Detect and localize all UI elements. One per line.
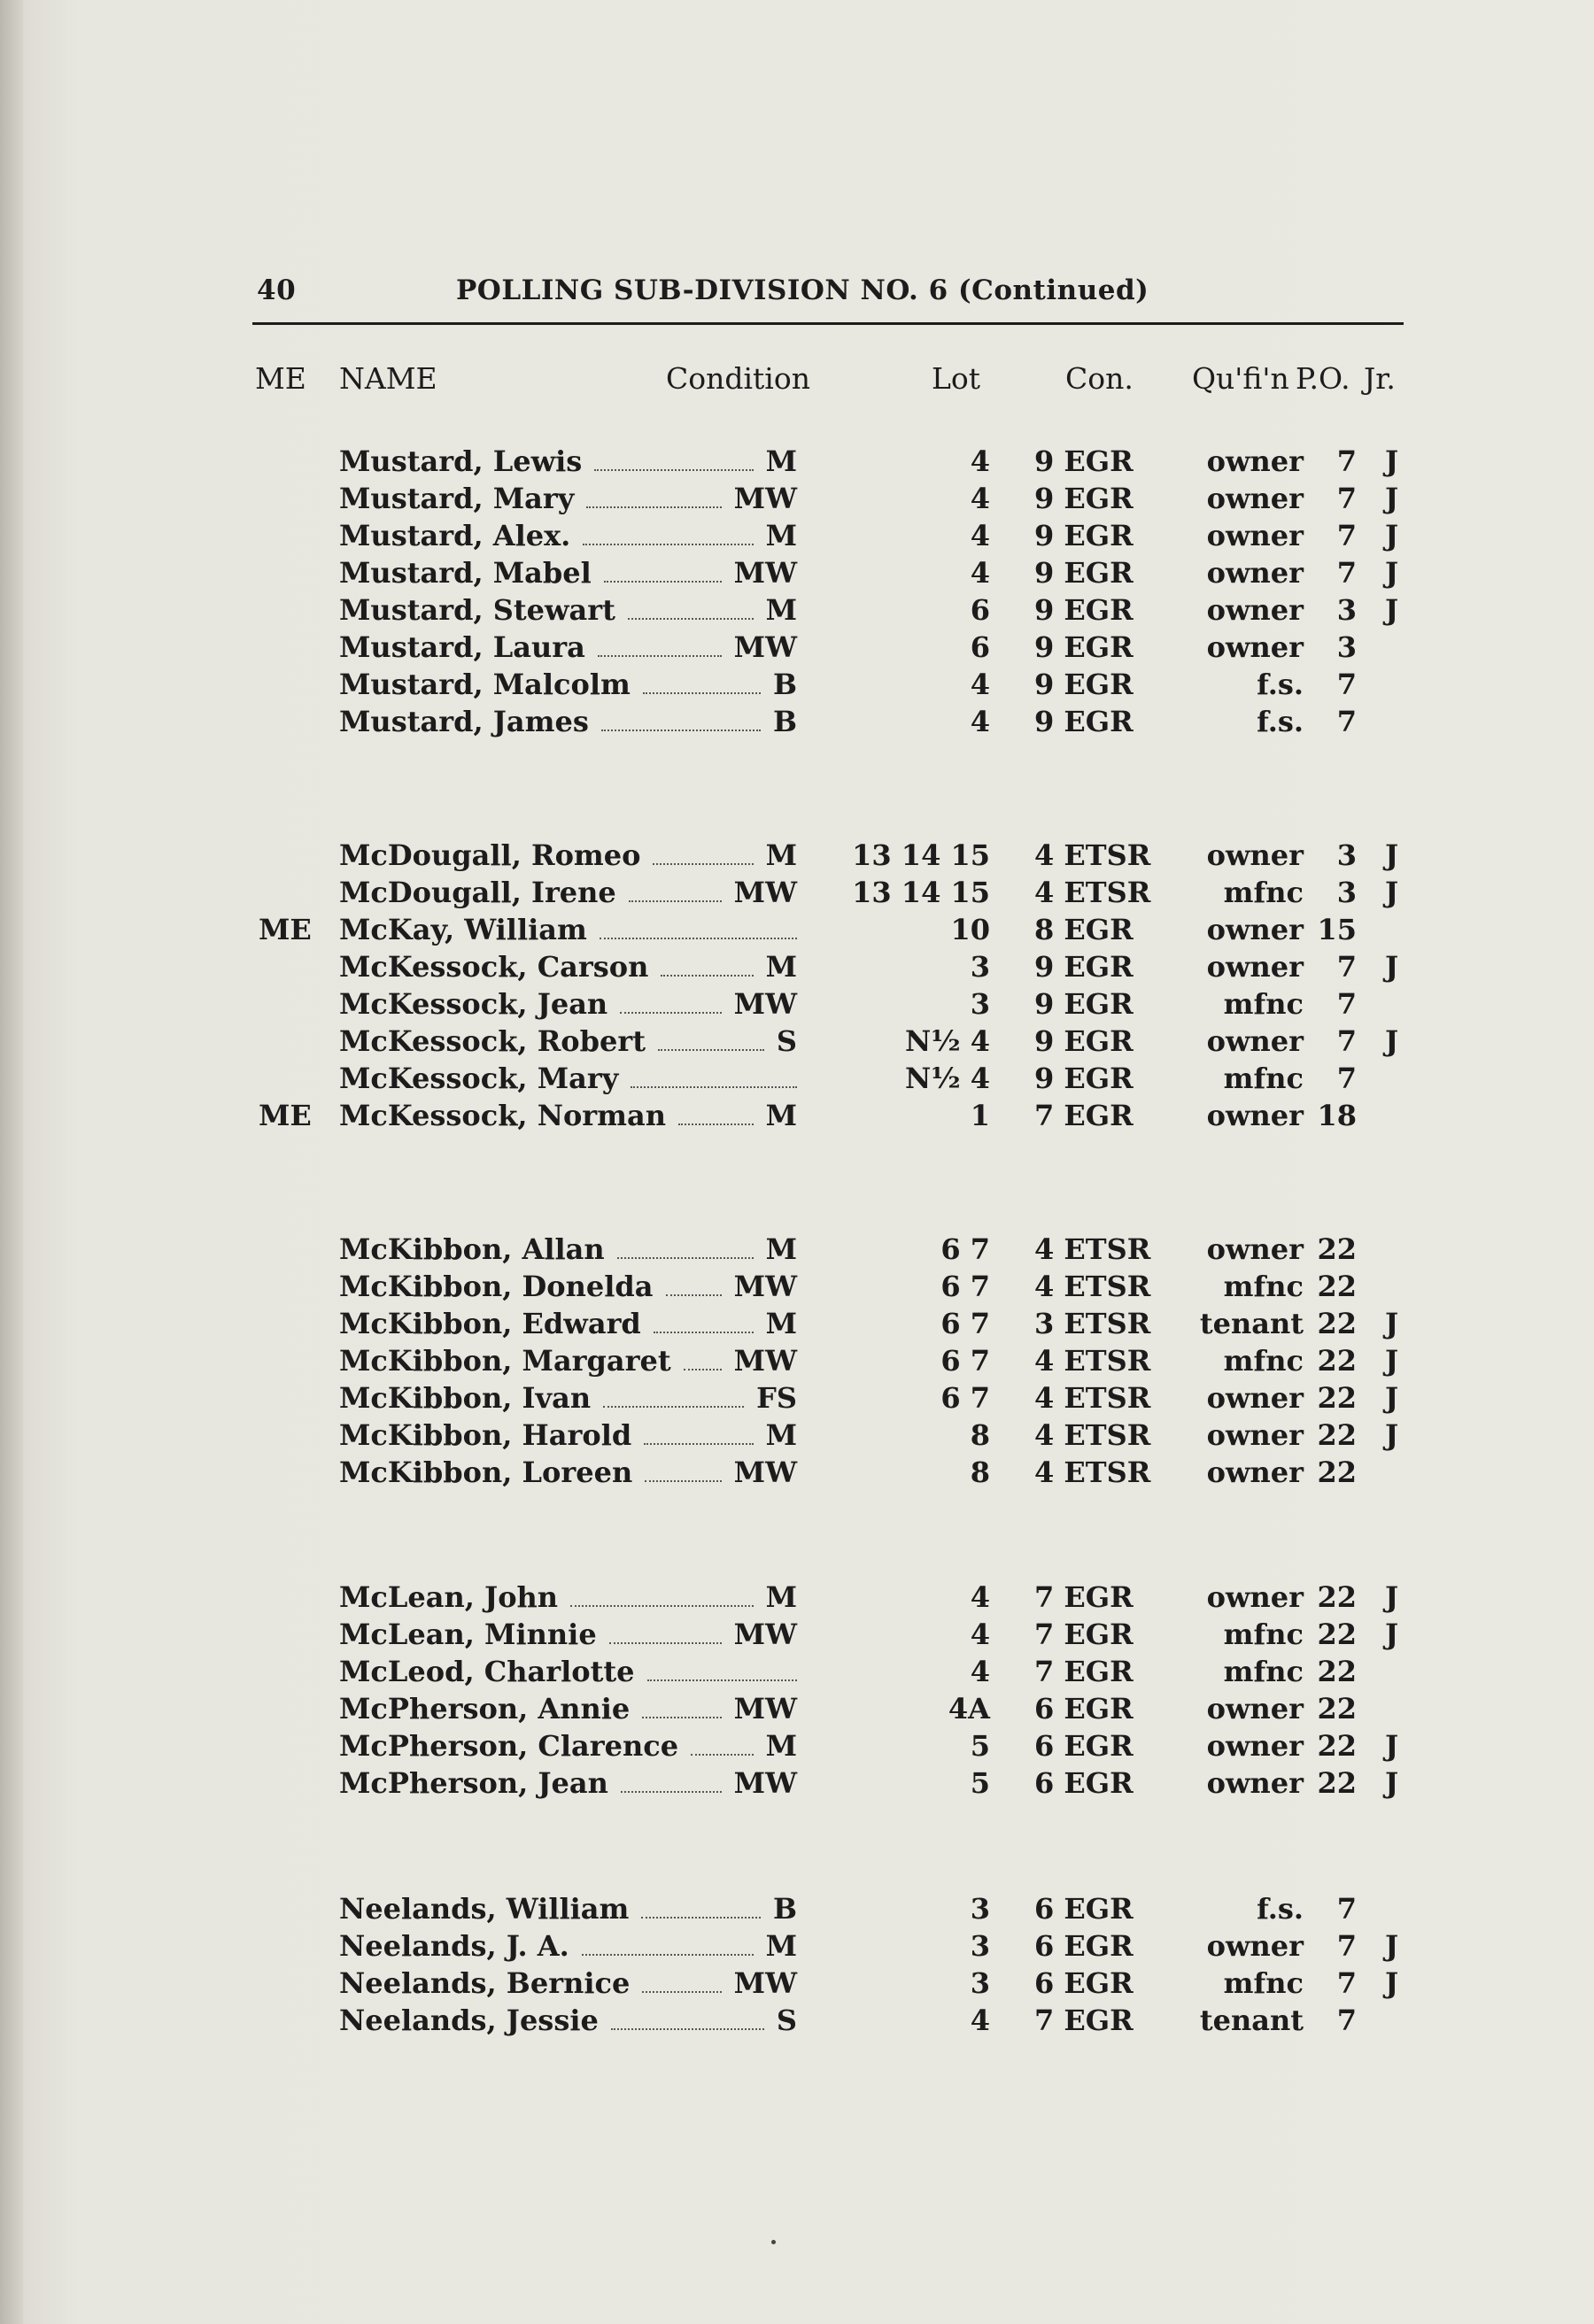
table-row [0,1231,1594,1268]
concession: 4 ETSR [1034,1381,1151,1415]
table-row [0,1268,1594,1305]
table-row [0,666,1594,703]
post-office: 22 [1317,1270,1357,1303]
table-row [0,1579,1594,1616]
post-office: 7 [1336,1929,1357,1963]
leader-dots [658,1047,764,1051]
leader-dots [598,653,722,657]
lot: 6 [970,593,990,627]
table-row [0,1690,1594,1727]
condition: MW [733,987,797,1021]
concession: 7 EGR [1034,1618,1134,1651]
lot: 13 14 15 [852,876,990,909]
voter-name: McKibbon, Harold [339,1418,632,1452]
condition: FS [756,1381,797,1415]
qualification: owner [1206,1766,1304,1800]
voter-name: Mustard, Alex. [339,519,571,552]
concession: 7 EGR [1034,1099,1134,1132]
qualification: tenant [1199,2004,1304,2037]
qualification: mfnc [1223,1618,1304,1651]
post-office: 18 [1317,1099,1357,1132]
lot: 4 [970,482,990,515]
post-office: 7 [1336,1062,1357,1095]
condition: M [765,1418,797,1452]
juror-mark: J [1385,1024,1399,1058]
column-header-me: ME [255,361,306,396]
lot: 6 7 [940,1344,990,1378]
concession: 8 EGR [1034,913,1134,946]
qualification: owner [1206,1418,1304,1452]
lot: 6 7 [940,1270,990,1303]
concession: 9 EGR [1034,593,1134,627]
condition: M [765,1307,797,1340]
concession: 6 EGR [1034,1766,1134,1800]
leader-dots [628,616,754,620]
concession: 9 EGR [1034,444,1134,478]
concession: 4 ETSR [1034,1232,1151,1266]
qualification: mfnc [1223,1270,1304,1303]
post-office: 3 [1336,630,1357,664]
leader-dots [643,691,761,694]
voter-name: Mustard, Stewart [339,593,615,627]
lot: 4 [970,1655,990,1688]
leader-dots [621,1789,722,1793]
concession: 7 EGR [1034,2004,1134,2037]
juror-mark: J [1385,1729,1399,1763]
condition: M [765,838,797,872]
leader-dots [644,1441,753,1445]
post-office: 22 [1317,1580,1357,1614]
leader-dots [594,467,753,471]
post-office: 22 [1317,1766,1357,1800]
post-office: 22 [1317,1344,1357,1378]
post-office: 22 [1317,1692,1357,1726]
voter-name: McKibbon, Edward [339,1307,641,1340]
post-office: 7 [1336,705,1357,738]
condition: B [772,668,797,701]
column-header-qualification: Qu'fi'n [1192,361,1289,396]
qualification: owner [1206,593,1304,627]
qualification: tenant [1199,1307,1304,1340]
leader-dots [684,1367,722,1370]
lot: 3 [970,1929,990,1963]
juror-mark: J [1385,1344,1399,1378]
post-office: 7 [1336,950,1357,984]
leader-dots [601,728,761,731]
lot: N½ 4 [904,1024,990,1058]
juror-mark: J [1385,1381,1399,1415]
column-header-con: Con. [1065,361,1134,396]
table-row [0,874,1594,911]
table-row [0,517,1594,554]
lot: 4 [970,668,990,701]
condition: M [765,1580,797,1614]
table-row [0,554,1594,591]
condition: MW [733,1966,797,2000]
table-row [0,703,1594,740]
lot: 3 [970,1966,990,2000]
qualification: owner [1206,1929,1304,1963]
condition: S [776,2004,797,2037]
voter-name: Mustard, Mabel [339,556,592,590]
voter-name: McLean, John [339,1580,559,1614]
lot: 6 7 [940,1307,990,1340]
qualification: mfnc [1223,1062,1304,1095]
table-row [0,1764,1594,1802]
condition: MW [733,1766,797,1800]
table-row [0,1379,1594,1417]
concession: 6 EGR [1034,1892,1134,1926]
juror-mark: J [1385,1418,1399,1452]
qualification: owner [1206,1692,1304,1726]
condition: M [765,1729,797,1763]
qualification: owner [1206,1580,1304,1614]
juror-mark: J [1385,1766,1399,1800]
table-row [0,985,1594,1023]
table-row [0,1097,1594,1134]
post-office: 7 [1336,444,1357,478]
table-row [0,1927,1594,1965]
leader-dots [629,899,722,902]
concession: 4 ETSR [1034,1418,1151,1452]
leader-dots [609,1641,722,1644]
juror-mark: J [1385,593,1399,627]
post-office: 3 [1336,593,1357,627]
leader-dots [603,1404,744,1408]
me-marker: ME [259,1099,312,1132]
condition: S [776,1024,797,1058]
me-marker: ME [259,913,312,946]
condition: M [765,1929,797,1963]
table-row [0,1023,1594,1060]
post-office: 7 [1336,2004,1357,2037]
voter-name: Neelands, William [339,1892,630,1926]
post-office: 7 [1336,1966,1357,2000]
concession: 9 EGR [1034,987,1134,1021]
qualification: owner [1206,556,1304,590]
concession: 7 EGR [1034,1580,1134,1614]
condition: MW [733,1692,797,1726]
condition: B [772,1892,797,1926]
concession: 4 ETSR [1034,1455,1151,1489]
table-row [0,948,1594,985]
condition: M [765,519,797,552]
table-row [0,1727,1594,1764]
leader-dots [586,505,721,508]
voter-name: McKessock, Jean [339,987,608,1021]
post-office: 7 [1336,1024,1357,1058]
voter-name: McPherson, Clarence [339,1729,679,1763]
lot: 10 [950,913,990,946]
post-office: 22 [1317,1381,1357,1415]
post-office: 7 [1336,1892,1357,1926]
leader-dots [570,1603,754,1607]
concession: 3 ETSR [1034,1307,1151,1340]
table-row [0,443,1594,480]
condition: MW [733,556,797,590]
table-row [0,629,1594,666]
post-office: 7 [1336,482,1357,515]
lot: 4 [970,556,990,590]
table-row [0,591,1594,629]
voter-name: McKay, William [339,913,587,946]
qualification: owner [1206,838,1304,872]
qualification: owner [1206,444,1304,478]
table-row [0,1454,1594,1491]
post-office: 22 [1317,1618,1357,1651]
qualification: f.s. [1257,1892,1304,1926]
qualification: owner [1206,950,1304,984]
voter-name: McKessock, Carson [339,950,649,984]
voter-name: McKibbon, Donelda [339,1270,654,1303]
qualification: owner [1206,482,1304,515]
concession: 9 EGR [1034,950,1134,984]
voter-name: Mustard, Mary [339,482,575,515]
qualification: mfnc [1223,987,1304,1021]
voter-name: McLean, Minnie [339,1618,597,1651]
qualification: owner [1206,913,1304,946]
voter-name: McDougall, Irene [339,876,616,909]
lot: N½ 4 [904,1062,990,1095]
lot: 5 [970,1729,990,1763]
qualification: owner [1206,1024,1304,1058]
condition: M [765,950,797,984]
condition: MW [733,1344,797,1378]
table-row [0,1305,1594,1342]
concession: 9 EGR [1034,668,1134,701]
concession: 9 EGR [1034,556,1134,590]
leader-dots [583,542,753,545]
lot: 4 [970,2004,990,2037]
table-row [0,1060,1594,1097]
concession: 6 EGR [1034,1729,1134,1763]
voter-name: McKibbon, Loreen [339,1455,633,1489]
column-header-condition: Condition [666,361,810,396]
leader-dots [582,1952,754,1956]
lot: 6 7 [940,1232,990,1266]
juror-mark: J [1385,444,1399,478]
voter-name: McKibbon, Allan [339,1232,605,1266]
post-office: 22 [1317,1232,1357,1266]
post-office: 22 [1317,1455,1357,1489]
leader-dots [641,1915,761,1919]
voter-name: McKessock, Norman [339,1099,666,1132]
concession: 9 EGR [1034,482,1134,515]
leader-dots [604,579,722,583]
leader-dots [611,2027,764,2030]
concession: 7 EGR [1034,1655,1134,1688]
concession: 9 EGR [1034,519,1134,552]
lot: 4 [970,705,990,738]
condition: M [765,444,797,478]
post-office: 22 [1317,1307,1357,1340]
lot: 3 [970,1892,990,1926]
condition: B [772,705,797,738]
leader-dots [642,1715,721,1718]
condition: MW [733,1455,797,1489]
table-row [0,1890,1594,1927]
concession: 6 EGR [1034,1692,1134,1726]
juror-mark: J [1385,482,1399,515]
voter-name: Mustard, James [339,705,589,738]
voter-name: McDougall, Romeo [339,838,641,872]
voter-name: McKessock, Mary [339,1062,619,1095]
juror-mark: J [1385,1307,1399,1340]
leader-dots [666,1293,722,1296]
table-row [0,1342,1594,1379]
concession: 4 ETSR [1034,838,1151,872]
juror-mark: J [1385,1966,1399,2000]
column-header-name: NAME [339,361,437,396]
condition: MW [733,1618,797,1651]
condition: MW [733,630,797,664]
qualification: mfnc [1223,876,1304,909]
post-office: 22 [1317,1729,1357,1763]
qualification: owner [1206,1099,1304,1132]
juror-mark: J [1385,1929,1399,1963]
condition: M [765,1099,797,1132]
juror-mark: J [1385,519,1399,552]
lot: 6 [970,630,990,664]
juror-mark: J [1385,876,1399,909]
voter-name: McPherson, Annie [339,1692,631,1726]
post-office: 7 [1336,668,1357,701]
lot: 3 [970,950,990,984]
lot: 4A [948,1692,990,1726]
voter-name: Neelands, Bernice [339,1966,631,2000]
qualification: owner [1206,1381,1304,1415]
concession: 9 EGR [1034,1062,1134,1095]
leader-dots [654,1330,754,1333]
voter-name: Mustard, Malcolm [339,668,631,701]
juror-mark: J [1385,1580,1399,1614]
lot: 4 [970,519,990,552]
page-header [257,274,1408,313]
concession: 9 EGR [1034,1024,1134,1058]
post-office: 3 [1336,838,1357,872]
page-number: 40 [257,274,297,306]
leader-dots [631,1085,797,1088]
condition: MW [733,876,797,909]
leader-dots [620,1010,721,1014]
qualification: owner [1206,1455,1304,1489]
leader-dots [678,1122,754,1125]
leader-dots [617,1255,754,1259]
voter-name: McLeod, Charlotte [339,1655,635,1688]
lot: 8 [970,1455,990,1489]
column-header-lot: Lot [932,361,981,396]
leader-dots [691,1752,754,1756]
post-office: 7 [1336,519,1357,552]
leader-dots [661,973,753,977]
qualification: mfnc [1223,1344,1304,1378]
leader-dots [642,1989,721,1993]
post-office: 7 [1336,556,1357,590]
post-office: 22 [1317,1655,1357,1688]
lot: 4 [970,444,990,478]
table-row [0,2002,1594,2039]
concession: 9 EGR [1034,630,1134,664]
table-row [0,837,1594,874]
qualification: owner [1206,519,1304,552]
voter-name: McKessock, Robert [339,1024,646,1058]
voter-name: McKibbon, Margaret [339,1344,671,1378]
qualification: owner [1206,630,1304,664]
condition: MW [733,1270,797,1303]
table-row [0,1653,1594,1690]
header-rule [252,322,1404,325]
post-office: 7 [1336,987,1357,1021]
post-office: 15 [1317,913,1357,946]
concession: 4 ETSR [1034,1270,1151,1303]
post-office: 22 [1317,1418,1357,1452]
table-row [0,480,1594,517]
lot: 6 7 [940,1381,990,1415]
juror-mark: J [1385,1618,1399,1651]
concession: 6 EGR [1034,1929,1134,1963]
lot: 4 [970,1580,990,1614]
table-row [0,911,1594,948]
table-row [0,1417,1594,1454]
leader-dots [647,1678,797,1681]
leader-dots [645,1479,721,1482]
lot: 4 [970,1618,990,1651]
qualification: f.s. [1257,705,1304,738]
lot: 8 [970,1418,990,1452]
concession: 9 EGR [1034,705,1134,738]
condition: M [765,593,797,627]
concession: 6 EGR [1034,1966,1134,2000]
voter-name: McKibbon, Ivan [339,1381,592,1415]
lot: 3 [970,987,990,1021]
voter-name: Neelands, J. A. [339,1929,569,1963]
column-header-po: P.O. [1296,361,1350,396]
concession: 4 ETSR [1034,876,1151,909]
page-title: POLLING SUB-DIVISION NO. 6 (Continued) [456,274,1149,306]
juror-mark: J [1385,838,1399,872]
concession: 4 ETSR [1034,1344,1151,1378]
voter-name: Neelands, Jessie [339,2004,599,2037]
lot: 1 [970,1099,990,1132]
post-office: 3 [1336,876,1357,909]
leader-dots [600,936,797,939]
condition: M [765,1232,797,1266]
leader-dots [653,861,753,865]
qualification: mfnc [1223,1655,1304,1688]
lot: 13 14 15 [852,838,990,872]
qualification: f.s. [1257,668,1304,701]
voter-name: McPherson, Jean [339,1766,608,1800]
lot: 5 [970,1766,990,1800]
condition: MW [733,482,797,515]
qualification: mfnc [1223,1966,1304,2000]
voter-name: Mustard, Laura [339,630,585,664]
page-speck [771,2240,776,2244]
table-row [0,1616,1594,1653]
column-header-jr: Jr. [1364,361,1396,396]
qualification: owner [1206,1729,1304,1763]
qualification: owner [1206,1232,1304,1266]
voter-name: Mustard, Lewis [339,444,583,478]
table-row [0,1965,1594,2002]
juror-mark: J [1385,950,1399,984]
juror-mark: J [1385,556,1399,590]
